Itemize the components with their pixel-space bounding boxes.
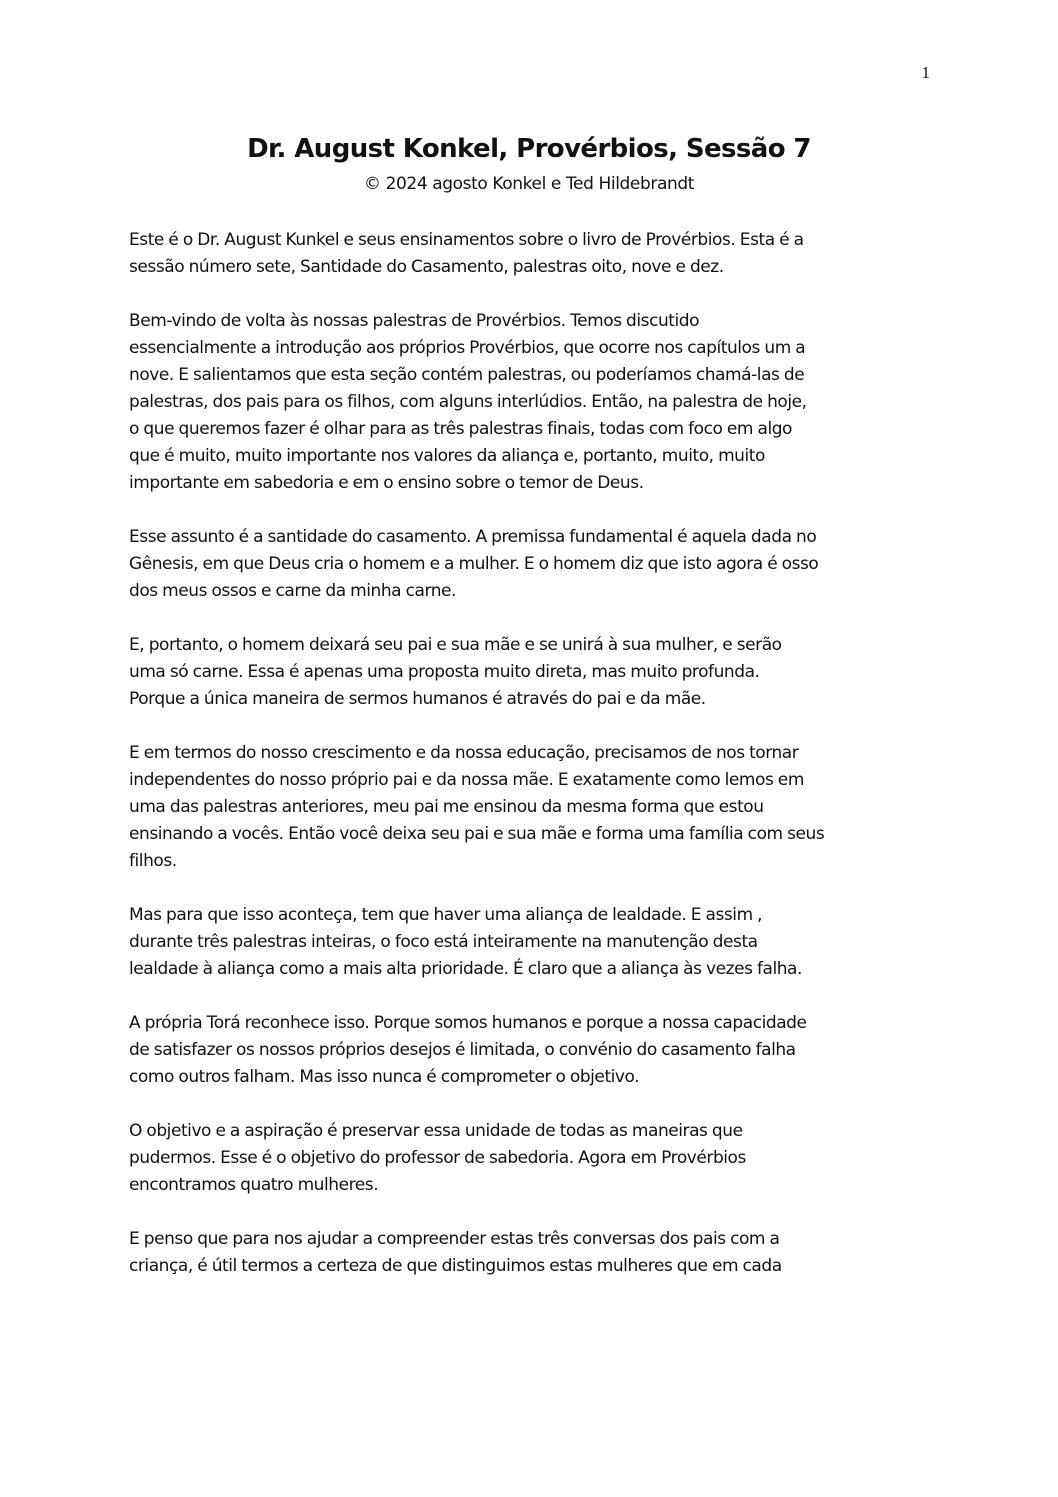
paragraph-7: A própria Torá reconhece isso. Porque somos humanos e porque a nossa capacidade de satisfazer os nossos próprios desejos é limitada, o convénio do casamento falha como outros falham. Mas isso nunca é comprometer o objetivo. — [129, 1013, 807, 1087]
document-title: Dr. August Konkel, Provérbios, Sessão 7 — [247, 134, 811, 164]
paragraph-3: Esse assunto é a santidade do casamento. A premissa fundamental é aquela dada no Gênesis, em que Deus cria o homem e a mulher. E o homem diz que isto agora é osso dos meus ossos e carne da minha carne. — [129, 527, 819, 601]
paragraph-5: E em termos do nosso crescimento e da nossa educação, precisamos de nos tornar independentes do nosso próprio pai e da nossa mãe. E exatamente como lemos em uma das palestras anteriores, meu pai me ensinou da mesma forma que estou ensinando a vocês. Então você deixa seu pai e sua mãe e forma uma família com seus filhos. — [129, 743, 825, 871]
document-body — [129, 227, 959, 1307]
paragraph-6: Mas para que isso aconteça, tem que haver uma aliança de lealdade. E assim , durante três palestras inteiras, o foco está inteiramente na manutenção desta lealdade à aliança como a mais alta prioridade. É claro que a aliança às vezes falha. — [129, 905, 802, 979]
paragraph-4: E, portanto, o homem deixará seu pai e sua mãe e se unirá à sua mulher, e serão uma só carne. Essa é apenas uma proposta muito direta, mas muito profunda. Porque a única maneira de sermos humanos é através do pai e da mãe. — [129, 635, 782, 709]
paragraph-1: Este é o Dr. August Kunkel e seus ensinamentos sobre o livro de Provérbios. Esta é a sessão número sete, Santidade do Casamento, palestras oito, nove e dez. — [129, 230, 804, 277]
page-number: 1 — [921, 63, 930, 82]
copyright-line: © 2024 agosto Konkel e Ted Hildebrandt — [363, 174, 695, 194]
paragraph-2: Bem-vindo de volta às nossas palestras de Provérbios. Temos discutido essencialmente a introdução aos próprios Provérbios, que ocorre nos capítulos um a nove. E salientamos que esta seção contém palestras, ou poderíamos chamá-las de palestras, dos pais para os filhos, com alguns interlúdios. Então, na palestra de hoje, o que queremos fazer é olhar para as três palestras finais, todas com foco em algo que é muito, muito importante nos valores da aliança e, portanto, muito, muito importante em sabedoria e em o ensino sobre o temor de Deus. — [129, 311, 807, 493]
paragraph-8: O objetivo e a aspiração é preservar essa unidade de todas as maneiras que pudermos. Esse é o objetivo do professor de sabedoria. Agora em Provérbios encontramos quatro mulheres. — [129, 1121, 746, 1195]
paragraph-9: E penso que para nos ajudar a compreender estas três conversas dos pais com a criança, é útil termos a certeza de que distinguimos estas mulheres que em cada — [129, 1229, 782, 1276]
